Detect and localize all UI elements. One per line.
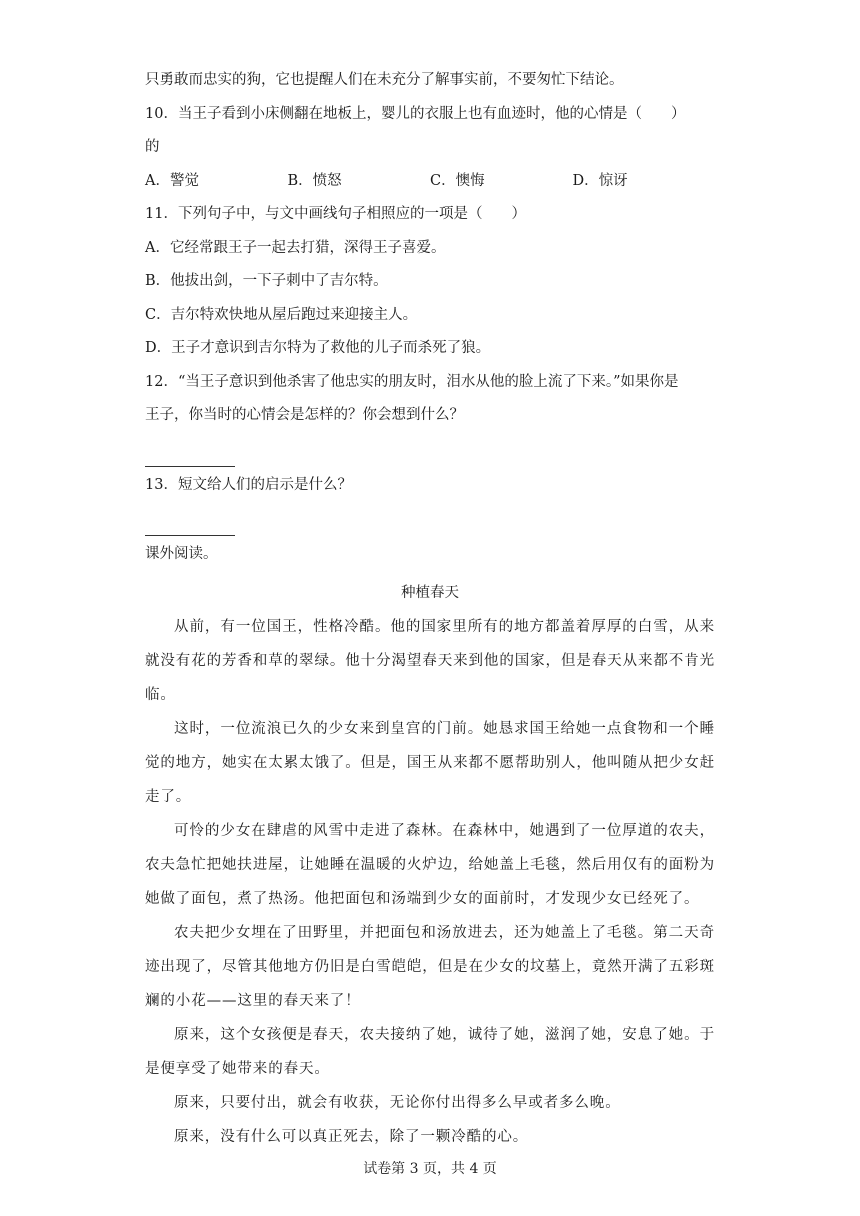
question-13-stem: 13．短文给人们的启示是什么？ [145, 476, 352, 493]
passage-paragraph: 这时，一位流浪已久的少女来到皇宫的门前。她恳求国王给她一点食物和一个睡觉的地方，她实在太累太饿了。但是，国王从来都不愿帮助别人，他叫随从把少女赶走了。 [145, 720, 715, 805]
option-a: A．它经常跟王子一起去打猎，深得王子喜爱。 [145, 239, 446, 256]
exam-page-content [145, 64, 715, 1154]
question-10-stem-tail: 的 [145, 139, 160, 155]
question-12-line-1: 12．“当王子意识到他杀害了他忠实的朋友时，泪水从他的脸上流了下来。”如果你是 [145, 373, 679, 390]
option-a: A．警觉 [145, 172, 199, 189]
passage-title: 种植春天 [401, 584, 459, 601]
option-d: D．王子才意识到吉尔特为了救他的儿子而杀死了狼。 [145, 340, 491, 356]
question-10-stem: 10．当王子看到小床侧翻在地板上，婴儿的衣服上也有血迹时，他的心情是（ ） [145, 105, 686, 122]
section-label: 课外阅读。 [145, 546, 218, 562]
answer-blank-13[interactable] [145, 502, 235, 536]
passage-paragraph: 原来，只要付出，就会有收获，无论你付出得多么早或者多么晚。 [174, 1094, 621, 1111]
reading-passage [145, 576, 715, 1154]
question-12 [145, 366, 715, 467]
answer-blank-12[interactable] [145, 433, 235, 467]
passage-paragraph: 原来，这个女孩便是春天，农夫接纳了她，诚待了她，滋润了她，安息了她。于是便享受了她带来的春天。 [145, 1026, 715, 1077]
option-d: D．惊讶 [572, 172, 628, 189]
question-12-line-2: 王子，你当时的心情会是怎样的？你会想到什么？ [145, 407, 464, 423]
question-13 [145, 469, 715, 537]
previous-passage-continuation: 只勇敢而忠实的狗，它也提醒人们在未充分了解事实前，不要匆忙下结论。 [145, 72, 624, 88]
question-10 [145, 98, 715, 199]
option-b: B．愤怒 [287, 172, 342, 189]
passage-paragraph: 可怜的少女在肆虐的风雪中走进了森林。在森林中，她遇到了一位厚道的农夫，农夫急忙把她扶进屋，让她睡在温暖的火炉边，给她盖上毛毯，然后用仅有的面粉为她做了面包，煮了热汤。他把面包和汤端到少女的面前时，才发现少女已经死了。 [145, 822, 715, 907]
passage-paragraph: 从前，有一位国王，性格冷酷。他的国家里所有的地方都盖着厚厚的白雪，从来就没有花的芳香和草的翠绿。他十分渴望春天来到他的国家，但是春天从来都不肯光临。 [145, 618, 715, 703]
passage-paragraph: 原来，没有什么可以真正死去，除了一颗冷酷的心。 [174, 1128, 529, 1145]
option-b: B．他拔出剑，一下子刺中了吉尔特。 [145, 273, 388, 289]
option-c: C．懊悔 [430, 172, 485, 189]
question-11-stem: 11．下列句子中，与文中画线句子相照应的一项是（ ） [145, 206, 526, 222]
question-11 [145, 198, 715, 366]
question-10-options [145, 165, 715, 199]
page-footer: 试卷第 3 页，共 4 页 [363, 1161, 497, 1177]
passage-paragraph: 农夫把少女埋在了田野里，并把面包和汤放进去，还为她盖上了毛毯。第二天奇迹出现了，尽管其他地方仍旧是白雪皑皑，但是在少女的坟墓上，竟然开满了五彩斑斓的小花——这里的春天来了！ [145, 924, 715, 1009]
option-c: C．吉尔特欢快地从屋后跑过来迎接主人。 [145, 306, 418, 323]
